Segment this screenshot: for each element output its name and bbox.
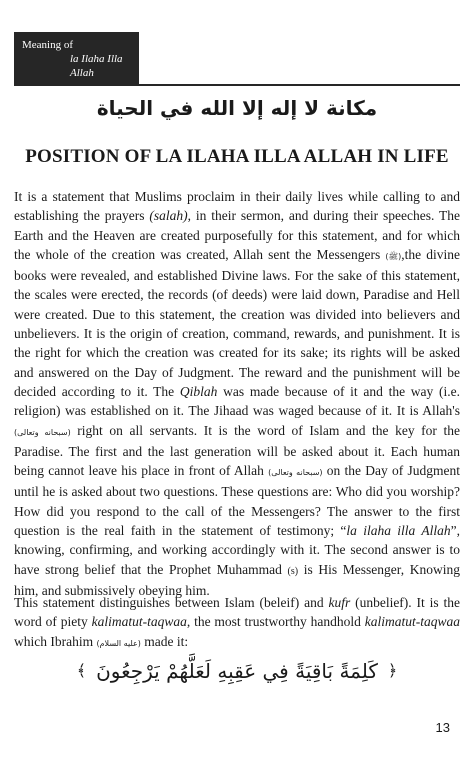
glorification-arabic: (سبحانه وتعالى) xyxy=(268,468,323,478)
text-run: , the most trustworthy handhold xyxy=(186,614,365,630)
term-salah: (salah) xyxy=(149,208,188,224)
verse-text: كَلِمَةً بَاقِيَةً فِي عَقِبِهِ لَعَلَّهُمْ يَرْجِعُونَ xyxy=(96,659,378,683)
text-run: was made because of it and the way (i.e. religion) was established on it. The Jihaad was waged because of it. It is Allah's xyxy=(14,383,460,419)
text-run: on the Day of Judgment until he is asked about two questions. These questions are: Who did you worship? How did you respond to the call of the Messengers? The answer to the first question is the real faith in the statement of testimony; “ xyxy=(14,463,461,539)
arabic-title: مكانة لا إله إلا الله في الحياة xyxy=(96,96,378,120)
text-run: right on all servants. It is the word of Islam and the key for the Paradise. The first and the last generation will be asked about it. Each human being cannot leave his place in front of Allah xyxy=(14,422,460,479)
text-run: is His Messenger, Knowing him, and submissively obeying him. xyxy=(14,561,461,598)
term-qiblah: Qiblah xyxy=(179,383,218,399)
page-number: 13 xyxy=(435,720,450,735)
term-kalimatut-taqwaa: kalimatut-taqwaa xyxy=(364,614,460,630)
header-divider xyxy=(14,84,460,86)
ornate-bracket-left-icon: ﴾ xyxy=(76,661,87,680)
text-run: , in their sermon, and during their speeches. The Earth and the Heaven are created purposefully for this statement, and for which the whole of the creation was created, Allah sent the Messengers xyxy=(14,208,460,262)
term-kalimatut-taqwaa: kalimatut-taqwaa xyxy=(91,614,187,630)
glorification-arabic: (سبحانه وتعالى) xyxy=(14,427,71,437)
paragraph-2 xyxy=(14,593,460,653)
text-run: made it: xyxy=(140,633,189,649)
text-run: ”, knowing, confirming, and working accordingly with it. The second answer is to have strong belief that the Prophet Muhammad xyxy=(14,523,460,577)
peace-upon-him-arabic: (عليه السلام) xyxy=(96,638,141,648)
header-line2: la Ilaha Illa Allah xyxy=(70,53,123,79)
quran-verse xyxy=(14,655,460,687)
header-line1: Meaning of xyxy=(22,39,74,51)
term-kufr: kufr xyxy=(328,595,351,610)
ornate-bracket-right-icon: ﴿ xyxy=(387,661,398,680)
salutation-arabic: (ﷺ) xyxy=(385,251,402,261)
paragraph-1 xyxy=(14,187,460,600)
text-run: ,the divine books were revealed, and established Divine laws. For the sake of this statement, the scales were erected, the records (of deeds) were laid down, Paradise and Hell were created. Due to this statement, the creation was divided into believers and unbelievers. It is the origin of creation, command, rewards, and punishment. It is the right for which the creation was created for its sake; its rights will be asked and answered on the Day of Judgment. The reward and the punishment will be decided according to it. The xyxy=(14,246,460,399)
text-run: which Ibrahim xyxy=(14,633,97,649)
text-run: (unbelief). It is the word of piety xyxy=(14,595,461,630)
text-run: It is a statement that Muslims proclaim in their daily lives while calling to and establishing the prayers xyxy=(14,189,460,224)
salutation-s: (s) xyxy=(287,565,299,577)
chapter-header xyxy=(14,32,139,84)
section-title: POSITION OF LA ILAHA ILLA ALLAH IN LIFE xyxy=(25,146,449,167)
term-la-ilaha: la ilaha illa Allah xyxy=(346,523,451,539)
text-run: This statement distinguishes between Islam (beleif) and xyxy=(14,595,329,610)
